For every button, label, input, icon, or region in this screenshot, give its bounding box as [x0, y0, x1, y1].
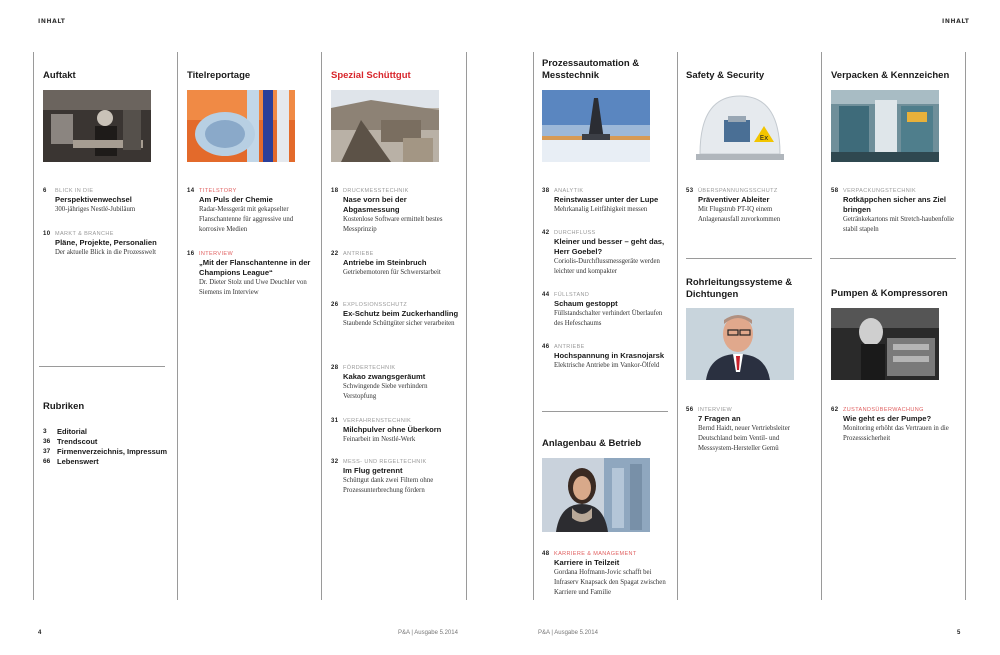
section-label: FÜLLSTAND — [554, 292, 590, 298]
entry-title: Reinstwasser unter der Lupe — [554, 195, 659, 204]
photo-packaging-line — [831, 90, 939, 162]
page-number: 44 — [542, 292, 550, 298]
entry-title: Antriebe im Steinbruch — [343, 258, 427, 267]
column-title-safety: Safety & Security — [686, 70, 765, 81]
entry-desc: Dr. Dieter Stolz und Uwe Deuchler von Siemens im Interview — [199, 279, 307, 296]
rubrik-label: Firmenverzeichnis, Impressum — [57, 447, 168, 456]
svg-text:Ex: Ex — [759, 134, 769, 142]
page-number: 36 — [43, 438, 51, 445]
entry-title: Im Flug getrennt — [343, 466, 403, 475]
entry-title: Hochspannung in Krasnojarsk — [554, 351, 665, 360]
page-number: 31 — [331, 418, 339, 424]
column-title-auftakt: Auftakt — [43, 70, 76, 81]
section-label: KARRIERE & MANAGEMENT — [554, 551, 637, 557]
entry-title: Nase vorn bei der Abgasmessung — [343, 195, 407, 214]
entry-title: Ex-Schutz beim Zuckerhandling — [343, 309, 459, 318]
column-divider — [677, 52, 678, 600]
rubrik-item[interactable] — [43, 427, 173, 437]
section-label: ÜBERSPANNUNGSSCHUTZ — [698, 188, 778, 194]
section-label: FÖRDERTECHNIK — [343, 365, 396, 371]
toc-entry[interactable] — [831, 187, 959, 235]
section-divider — [686, 258, 812, 259]
column-title-pumpen: Pumpen & Kompressoren — [831, 288, 948, 299]
entry-desc: Füllstandschalter verhindert Überlaufen des Hefeschaums — [554, 310, 663, 327]
toc-entry[interactable] — [542, 550, 670, 598]
photo-portrait-woman — [542, 458, 650, 532]
toc-entry[interactable] — [43, 187, 171, 215]
toc-entry[interactable] — [542, 291, 670, 329]
page-number: 3 — [43, 428, 47, 435]
section-divider — [542, 411, 668, 412]
section-label: ANALYTIK — [554, 188, 584, 194]
section-label: EXPLOSIONSSCHUTZ — [343, 302, 408, 308]
photo-quarry — [331, 90, 439, 162]
column-divider — [533, 52, 534, 600]
entry-desc: Der aktuelle Blick in die Prozesswelt — [55, 249, 156, 256]
page-number: 6 — [43, 188, 47, 194]
toc-entry[interactable] — [686, 406, 814, 454]
rubrik-item[interactable] — [43, 437, 173, 447]
magazine-issue-left: P&A | Ausgabe 5.2014 — [398, 630, 458, 636]
photo-pump-technician — [831, 308, 939, 380]
column-divider — [821, 52, 822, 600]
entry-title: „Mit der Flanschantenne in der Champions League“ — [199, 258, 311, 277]
toc-entry[interactable] — [542, 229, 670, 277]
page-number: 37 — [43, 448, 51, 455]
toc-entry[interactable] — [331, 301, 459, 329]
rubrik-label: Lebenswert — [57, 457, 99, 466]
entry-desc: Schüttgut dank zwei Filtern ohne Prozessunterbrechung fördern — [343, 477, 434, 494]
entry-title: Karriere in Teilzeit — [554, 558, 620, 567]
section-label: ANTRIEBE — [343, 251, 374, 257]
section-label: VERPACKUNGSTECHNIK — [843, 188, 917, 194]
column-divider — [177, 52, 178, 600]
rubriken-list — [43, 427, 173, 467]
toc-entry[interactable] — [331, 458, 459, 496]
column-divider — [466, 52, 467, 600]
photo-surge-protector — [686, 90, 794, 162]
column-title-titelreportage: Titelreportage — [187, 70, 251, 81]
column-title-rubriken: Rubriken — [43, 401, 85, 412]
entry-desc: Staubende Schüttgüter sicher verarbeiten — [343, 320, 455, 327]
page-number: 32 — [331, 459, 339, 465]
page-number-right: 5 — [957, 630, 961, 636]
entry-desc: Getränkekartons mit Stretch-haubenfolie stabil stapeln — [843, 216, 954, 233]
section-label: DURCHFLUSS — [554, 230, 596, 236]
entry-desc: Gordana Hofmann-Jovic schafft bei Infraserv Knapsack den Spagat zwischen Karriere und Familie — [554, 569, 666, 596]
toc-entry[interactable] — [686, 187, 814, 225]
column-title-anlagenbau: Anlagenbau & Betrieb — [542, 438, 642, 449]
entry-title: Präventiver Ableiter — [698, 195, 770, 204]
entry-title: Am Puls der Chemie — [199, 195, 273, 204]
page-number: 18 — [331, 188, 339, 194]
entry-title: Kakao zwangsgeräumt — [343, 372, 426, 381]
page-number: 53 — [686, 188, 694, 194]
entry-desc: Schwingende Siebe verhindern Verstopfung — [343, 383, 428, 400]
entry-title: Perspektivenwechsel — [55, 195, 132, 204]
section-label: VERFAHRENSTECHNIK — [343, 418, 412, 424]
entry-desc: Bernd Haidt, neuer Vertriebsleiter Deutschland beim Ventil- und Messsystem-Hersteller Gemü — [698, 425, 790, 452]
section-label: INTERVIEW — [199, 251, 234, 257]
entry-desc: Elektrische Antriebe im Vankor-Ölfeld — [554, 362, 660, 369]
toc-entry[interactable] — [187, 250, 315, 298]
section-label: TITELSTORY — [199, 188, 237, 194]
column-divider — [33, 52, 34, 600]
photo-historic-office — [43, 90, 151, 162]
entry-title: Rotkäppchen sicher ans Ziel bringen — [843, 195, 946, 214]
page-number: 14 — [187, 188, 195, 194]
section-label: ZUSTANDSÜBERWACHUNG — [843, 407, 924, 413]
rubrik-item[interactable] — [43, 457, 173, 467]
page-number: 16 — [187, 251, 195, 257]
rubrik-label: Trendscout — [57, 437, 98, 446]
toc-entry[interactable] — [187, 187, 315, 235]
page-number: 48 — [542, 551, 550, 557]
column-title-prozess: Prozessautomation & Messtechnik — [542, 58, 640, 81]
column-title-verpacken: Verpacken & Kennzeichen — [831, 70, 950, 81]
section-label: MARKT & BRANCHE — [55, 231, 114, 237]
photo-oil-rig — [542, 90, 650, 162]
page-number: 26 — [331, 302, 339, 308]
section-label: MESS- UND REGELTECHNIK — [343, 459, 427, 465]
photo-radar-antenna — [187, 90, 295, 162]
section-label: ANTRIEBE — [554, 344, 585, 350]
entry-title: Milchpulver ohne Überkorn — [343, 425, 442, 434]
entry-desc: Monitoring erhöht das Vertrauen in die Prozesssicherheit — [843, 425, 949, 442]
photo-portrait-man — [686, 308, 794, 380]
toc-entry[interactable] — [331, 364, 459, 402]
toc-entry[interactable] — [331, 417, 459, 445]
column-title-schuettgut: Spezial Schüttgut — [331, 70, 411, 81]
column-title-rohr: Rohrleitungssysteme & Dichtungen — [686, 277, 793, 300]
toc-entry[interactable] — [331, 187, 459, 235]
page-number: 22 — [331, 251, 339, 257]
entry-desc: Coriolis-Durchflussmessgeräte werden leichter und kompakter — [554, 258, 660, 275]
toc-entry[interactable] — [542, 343, 670, 371]
column-divider — [321, 52, 322, 600]
page-number: 38 — [542, 188, 550, 194]
page-number: 58 — [831, 188, 839, 194]
rubrik-label: Editorial — [57, 427, 88, 436]
column-divider — [965, 52, 966, 600]
toc-entry[interactable] — [331, 250, 459, 278]
section-header-left: INHALT — [38, 18, 66, 25]
entry-desc: Kostenlose Software ermittelt bestes Messprinzip — [343, 216, 443, 233]
section-divider — [39, 366, 165, 367]
entry-desc: 300-jähriges Nestlé-Jubiläum — [55, 206, 136, 213]
entry-desc: Mit Flugstrub PT-IQ einem Anlagenausfall zuvorkommen — [698, 206, 781, 223]
page-number: 62 — [831, 407, 839, 413]
magazine-issue-right: P&A | Ausgabe 5.2014 — [538, 630, 598, 636]
entry-desc: Feinarbeit im Nestlé-Werk — [343, 436, 416, 443]
section-divider — [830, 258, 956, 259]
entry-title: Pläne, Projekte, Personalien — [55, 238, 157, 247]
toc-entry[interactable] — [43, 230, 171, 258]
page-number: 66 — [43, 458, 51, 465]
section-header-right: INHALT — [942, 18, 970, 25]
page-number: 42 — [542, 230, 550, 236]
section-label: DRUCKMESSTECHNIK — [343, 188, 409, 194]
page-number: 10 — [43, 231, 51, 237]
entry-desc: Mehrkanalig Leitfähigkeit messen — [554, 206, 648, 213]
toc-entry[interactable] — [542, 187, 670, 215]
toc-entry[interactable] — [831, 406, 959, 444]
entry-title: Kleiner und besser – geht das, Herr Goebel? — [554, 237, 665, 256]
section-label: INTERVIEW — [698, 407, 733, 413]
page-number: 28 — [331, 365, 339, 371]
page-number-left: 4 — [38, 630, 42, 636]
page-number: 46 — [542, 344, 550, 350]
rubrik-item[interactable] — [43, 447, 173, 457]
entry-title: 7 Fragen an — [698, 414, 741, 423]
entry-desc: Radar-Messgerät mit gekapselter Flanschantenne für aggressive und korrosive Medien — [199, 206, 294, 233]
section-label: BLICK IN DIE — [55, 188, 94, 194]
entry-desc: Getriebemotoren für Schwerstarbeit — [343, 269, 441, 276]
entry-title: Wie geht es der Pumpe? — [843, 414, 932, 423]
page-number: 56 — [686, 407, 694, 413]
entry-title: Schaum gestoppt — [554, 299, 618, 308]
